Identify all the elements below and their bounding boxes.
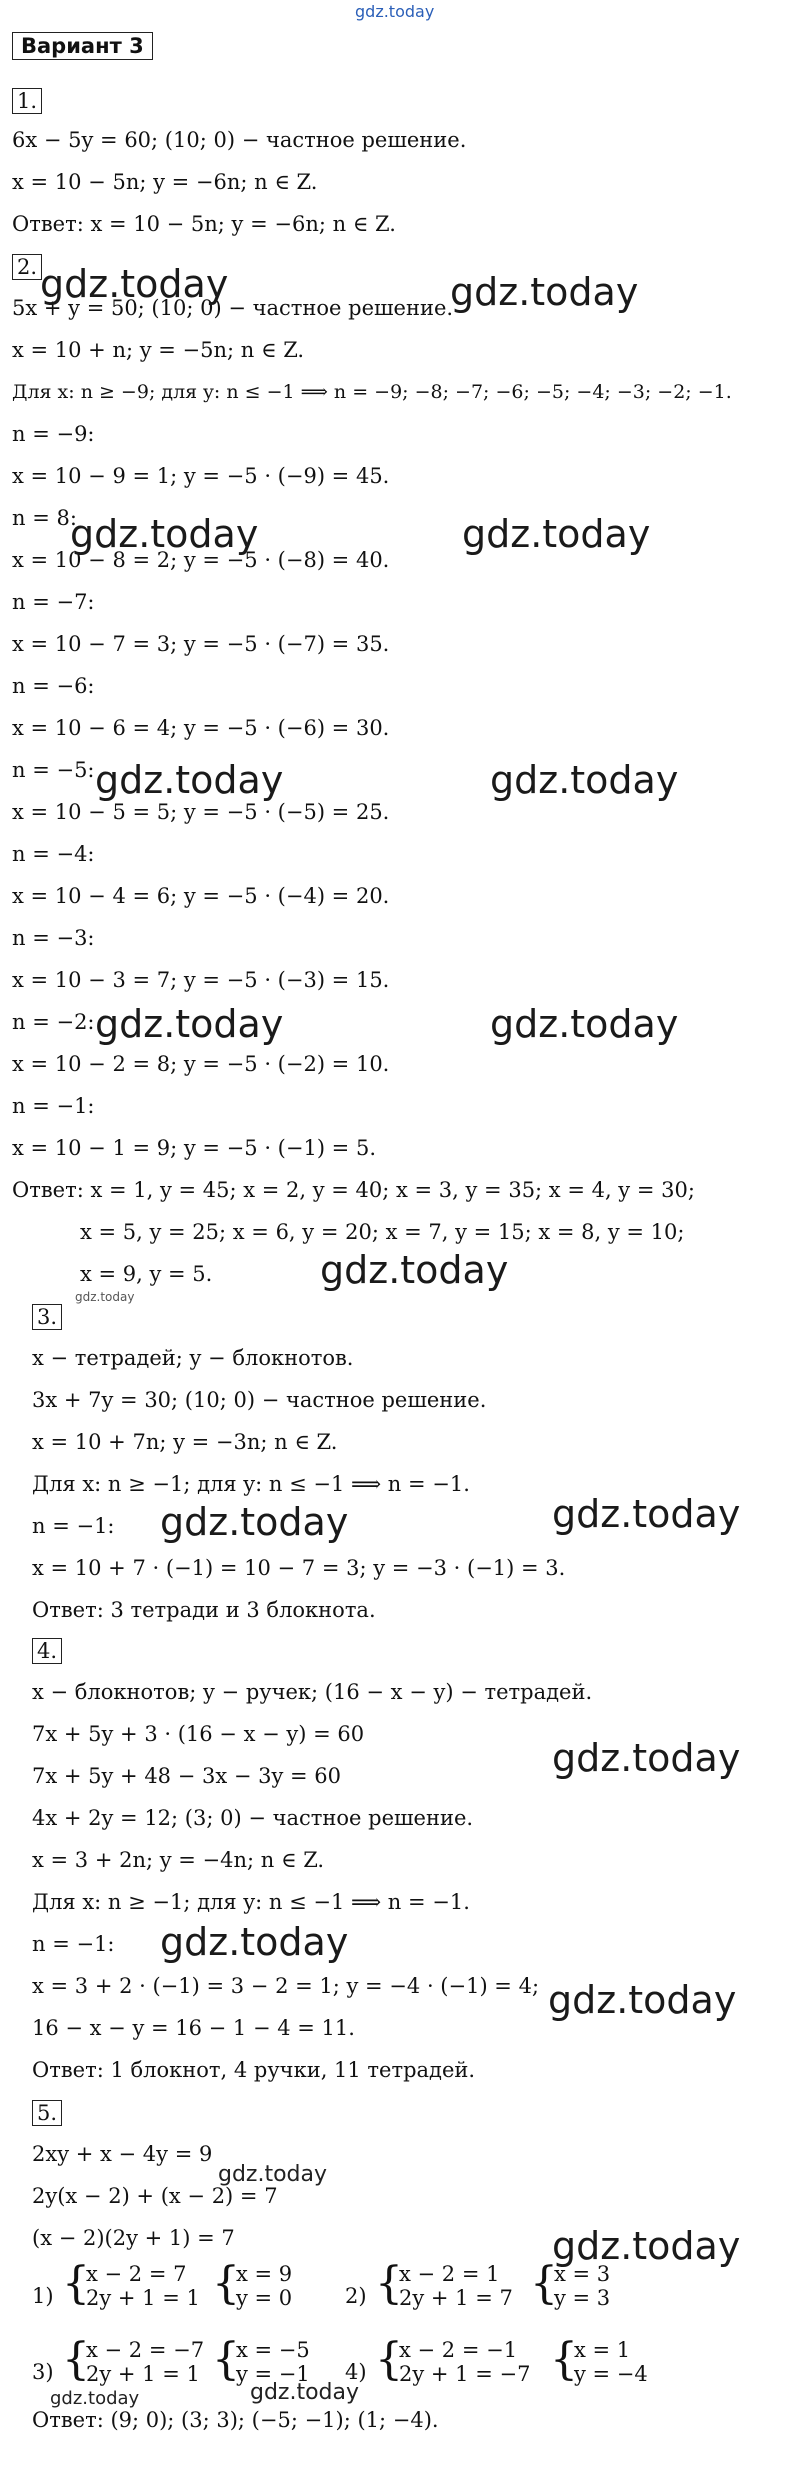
task-4-line: Для x: n ≥ −1; для y: n ≤ −1 ⟹ n = −1. xyxy=(32,1890,470,1914)
system-2-equations: x − 2 = 1 2y + 1 = 7 xyxy=(399,2262,513,2310)
task-3-line: x = 10 + 7 · (−1) = 10 − 7 = 3; y = −3 · (−1) = 3. xyxy=(32,1556,566,1580)
watermark: gdz.today xyxy=(50,2388,140,2409)
task-2-line: x = 10 − 9 = 1; y = −5 · (−9) = 45. xyxy=(12,464,390,488)
task-2-line: n = −5: xyxy=(12,758,95,782)
task-2-line: x = 10 − 8 = 2; y = −5 · (−8) = 40. xyxy=(12,548,390,572)
task-4-line: x = 3 + 2n; y = −4n; n ∈ Z. xyxy=(32,1848,325,1872)
top-watermark: gdz.today xyxy=(355,2,435,21)
watermark: gdz.today xyxy=(160,1500,349,1544)
watermark: gdz.today xyxy=(490,1002,679,1046)
watermark: gdz.today xyxy=(548,1978,737,2022)
task-2-line: x = 10 − 3 = 7; y = −5 · (−3) = 15. xyxy=(12,968,390,992)
task-3-line: Для x: n ≥ −1; для y: n ≤ −1 ⟹ n = −1. xyxy=(32,1472,470,1496)
task-2-number: 2. xyxy=(12,254,42,280)
task-2-line: x = 10 − 4 = 6; y = −5 · (−4) = 20. xyxy=(12,884,390,908)
watermark: gdz.today xyxy=(320,1248,509,1292)
system-4-equations: x − 2 = −1 2y + 1 = −7 xyxy=(399,2338,531,2386)
task-2-line: 5x + y = 50; (10; 0) − частное решение. xyxy=(12,296,454,320)
system-3-equations: x − 2 = −7 2y + 1 = 1 xyxy=(86,2338,205,2386)
task-2-line: x = 10 − 1 = 9; y = −5 · (−1) = 5. xyxy=(12,1136,376,1160)
task-1-line: x = 10 − 5n; y = −6n; n ∈ Z. xyxy=(12,170,318,194)
brace-icon: { xyxy=(530,2258,558,2309)
system-2-solution: x = 3 y = 3 xyxy=(554,2262,611,2310)
task-2-line: x = 10 − 5 = 5; y = −5 · (−5) = 25. xyxy=(12,800,390,824)
task-1-line: 6x − 5y = 60; (10; 0) − частное решение. xyxy=(12,128,467,152)
task-1-answer: Ответ: x = 10 − 5n; y = −6n; n ∈ Z. xyxy=(12,212,396,236)
brace-icon: { xyxy=(550,2334,578,2385)
brace-icon: { xyxy=(212,2334,240,2385)
task-2-line: n = 8: xyxy=(12,506,77,530)
task-2-line: n = −7: xyxy=(12,590,95,614)
task-5-number: 5. xyxy=(32,2100,62,2126)
task-1-number: 1. xyxy=(12,88,42,114)
watermark: gdz.today xyxy=(95,758,284,802)
task-4-line: x = 3 + 2 · (−1) = 3 − 2 = 1; y = −4 · (−1) = 4; xyxy=(32,1974,540,1998)
task-4-line: 7x + 5y + 48 − 3x − 3y = 60 xyxy=(32,1764,342,1788)
watermark: gdz.today xyxy=(75,1290,135,1304)
system-2-label: 2) xyxy=(345,2284,367,2308)
task-3-line: n = −1: xyxy=(32,1514,115,1538)
task-5-line: (x − 2)(2y + 1) = 7 xyxy=(32,2226,235,2250)
task-4-number: 4. xyxy=(32,1638,62,1664)
task-2-line: x = 10 − 7 = 3; y = −5 · (−7) = 35. xyxy=(12,632,390,656)
watermark: gdz.today xyxy=(490,758,679,802)
system-3-label: 3) xyxy=(32,2360,54,2384)
task-2-line: n = −4: xyxy=(12,842,95,866)
task-3-number: 3. xyxy=(32,1304,62,1330)
task-2-line: n = −9: xyxy=(12,422,95,446)
task-4-line: x − блокнотов; y − ручек; (16 − x − y) − тетрадей. xyxy=(32,1680,593,1704)
task-4-line: 4x + 2y = 12; (3; 0) − частное решение. xyxy=(32,1806,474,1830)
system-1-solution: x = 9 y = 0 xyxy=(236,2262,293,2310)
brace-icon: { xyxy=(375,2334,403,2385)
brace-icon: { xyxy=(62,2258,90,2309)
task-2-line: x = 10 − 2 = 8; y = −5 · (−2) = 10. xyxy=(12,1052,390,1076)
task-5-line: 2y(x − 2) + (x − 2) = 7 xyxy=(32,2184,278,2208)
task-4-line: n = −1: xyxy=(32,1932,115,1956)
brace-icon: { xyxy=(375,2258,403,2309)
task-2-line: n = −2: xyxy=(12,1010,95,1034)
watermark: gdz.today xyxy=(462,512,651,556)
system-4-solution: x = 1 y = −4 xyxy=(574,2338,648,2386)
task-4-line: 7x + 5y + 3 · (16 − x − y) = 60 xyxy=(32,1722,365,1746)
task-2-line: x = 10 + n; y = −5n; n ∈ Z. xyxy=(12,338,305,362)
task-4-answer: Ответ: 1 блокнот, 4 ручки, 11 тетрадей. xyxy=(32,2058,476,2082)
task-2-answer: Ответ: x = 1, y = 45; x = 2, y = 40; x = 3, y = 35; x = 4, y = 30; xyxy=(12,1178,695,1202)
system-3-solution: x = −5 y = −1 xyxy=(236,2338,310,2386)
watermark: gdz.today xyxy=(95,1002,284,1046)
watermark: gdz.today xyxy=(70,512,259,556)
variant-title: Вариант 3 xyxy=(12,32,153,60)
task-3-line: x = 10 + 7n; y = −3n; n ∈ Z. xyxy=(32,1430,338,1454)
watermark: gdz.today xyxy=(552,2224,741,2268)
task-2-line: n = −1: xyxy=(12,1094,95,1118)
watermark: gdz.today xyxy=(552,1736,741,1780)
task-2-line: n = −6: xyxy=(12,674,95,698)
brace-icon: { xyxy=(62,2334,90,2385)
task-2-answer: x = 5, y = 25; x = 6, y = 20; x = 7, y = 15; x = 8, y = 10; xyxy=(80,1220,685,1244)
task-5-answer: Ответ: (9; 0); (3; 3); (−5; −1); (1; −4). xyxy=(32,2408,439,2432)
watermark: gdz.today xyxy=(218,2162,328,2187)
brace-icon: { xyxy=(212,2258,240,2309)
watermark: gdz.today xyxy=(160,1920,349,1964)
task-5-line: 2xy + x − 4y = 9 xyxy=(32,2142,213,2166)
system-1-equations: x − 2 = 7 2y + 1 = 1 xyxy=(86,2262,200,2310)
watermark: gdz.today xyxy=(40,262,229,306)
task-3-line: x − тетрадей; y − блокнотов. xyxy=(32,1346,354,1370)
system-1-label: 1) xyxy=(32,2284,54,2308)
watermark: gdz.today xyxy=(450,270,639,314)
watermark: gdz.today xyxy=(552,1492,741,1536)
task-2-line: x = 10 − 6 = 4; y = −5 · (−6) = 30. xyxy=(12,716,390,740)
system-4-label: 4) xyxy=(345,2360,367,2384)
task-3-answer: Ответ: 3 тетради и 3 блокнота. xyxy=(32,1598,376,1622)
task-2-line: n = −3: xyxy=(12,926,95,950)
task-2-answer: x = 9, y = 5. xyxy=(80,1262,213,1286)
task-4-line: 16 − x − y = 16 − 1 − 4 = 11. xyxy=(32,2016,355,2040)
task-2-line: Для x: n ≥ −9; для y: n ≤ −1 ⟹ n = −9; −8; −7; −6; −5; −4; −3; −2; −1. xyxy=(12,381,732,403)
watermark: gdz.today xyxy=(250,2380,360,2405)
task-3-line: 3x + 7y = 30; (10; 0) − частное решение. xyxy=(32,1388,487,1412)
